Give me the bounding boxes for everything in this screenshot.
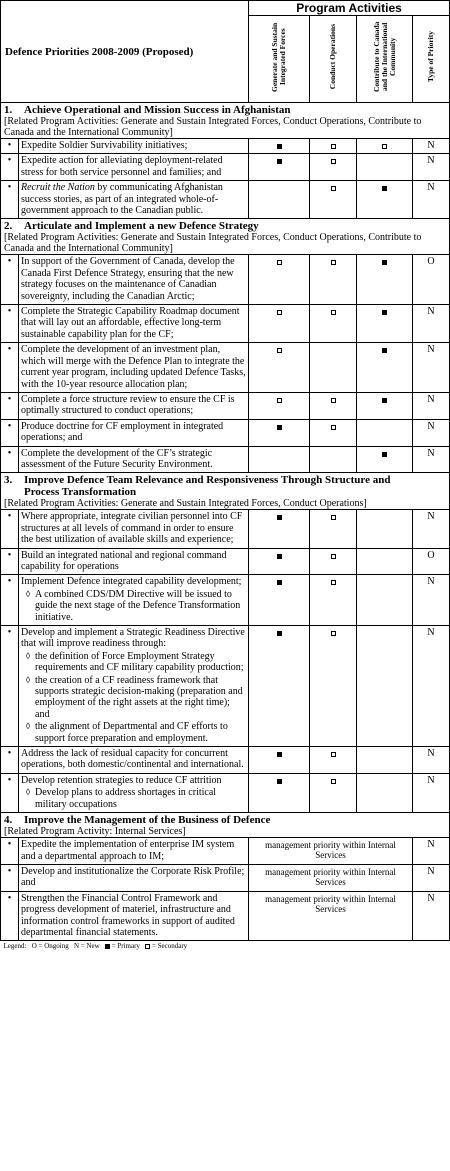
bullet: • — [1, 626, 19, 747]
table-row — [1, 548, 450, 575]
bullet: • — [1, 305, 19, 343]
priority-description: Complete the development of an investment plan, which will merge with the Defence Plan to integrate the current year program, including updated Defence Tasks, with the 10-year resource allocation plan; — [21, 344, 246, 390]
activity-mark-cell — [310, 305, 357, 343]
activity-mark-cell — [357, 510, 413, 548]
section-number: 4. — [4, 814, 13, 827]
priority-type: N — [413, 575, 450, 626]
priority-text — [19, 154, 249, 181]
priority-type: O — [413, 255, 450, 305]
primary-marker-icon — [277, 554, 282, 559]
primary-marker-icon — [277, 631, 282, 636]
secondary-marker-icon — [331, 554, 336, 559]
bullet: • — [1, 446, 19, 473]
priority-type: N — [413, 181, 450, 219]
management-priority: management priority within Internal Services — [249, 864, 413, 891]
priority-description: Develop and institutionalize the Corporate Risk Profile; and — [21, 865, 245, 889]
priority-type: N — [413, 626, 450, 747]
diamond-icon: ◊ — [25, 721, 31, 732]
management-priority: management priority within Internal Services — [249, 891, 413, 941]
section-number: 2. — [4, 220, 13, 233]
priority-type: N — [413, 392, 450, 419]
activity-mark-cell — [357, 419, 413, 446]
sub-item — [21, 721, 246, 744]
primary-marker-icon — [382, 310, 387, 315]
bullet: • — [1, 154, 19, 181]
secondary-marker-icon — [331, 144, 336, 149]
priority-description: Produce doctrine for CF employment in integrated operations; and — [21, 420, 224, 444]
bullet: • — [1, 864, 19, 891]
bullet: • — [1, 838, 19, 865]
section-heading — [1, 103, 450, 139]
activity-mark-cell — [357, 773, 413, 812]
activity-mark-cell — [310, 575, 357, 626]
activity-mark-cell — [249, 154, 310, 181]
primary-marker-icon — [382, 348, 387, 353]
priority-type: N — [413, 838, 450, 865]
related-activities: [Related Program Activities: Generate and Sustain Integrated Forces, Conduct Operations] — [4, 498, 367, 510]
secondary-marker-icon — [331, 580, 336, 585]
priority-description: Develop retention strategies to reduce CF attrition — [21, 774, 222, 786]
priority-text — [19, 419, 249, 446]
secondary-marker-icon — [331, 631, 336, 636]
related-activities: [Related Program Activities: Generate and Sustain Integrated Forces, Conduct Operations, Contribute to Canada and the International Community] — [4, 116, 422, 138]
activity-mark-cell — [310, 154, 357, 181]
activity-mark-cell — [310, 510, 357, 548]
bullet: • — [1, 139, 19, 154]
sub-item-text: the creation of a CF readiness framework that supports strategic decision-making (preparation and employment of the right assets at the right time); and — [35, 674, 243, 720]
sub-item-text: A combined CDS/DM Directive will be issued to guide the next stage of the Defence Transformation initiative. — [35, 588, 241, 623]
priority-type: N — [413, 343, 450, 393]
priority-description: Expedite action for alleviating deployment-related stress for both service personnel and families; and — [21, 155, 223, 178]
priority-text — [19, 838, 249, 865]
activity-mark-cell — [249, 446, 310, 473]
bullet: • — [1, 392, 19, 419]
priority-text — [19, 510, 249, 548]
activity-mark-cell — [310, 773, 357, 812]
italic-phrase: Recruit the Nation — [21, 182, 95, 194]
activity-mark-cell — [357, 747, 413, 774]
table-row — [1, 838, 450, 865]
secondary-marker-icon — [331, 398, 336, 403]
priority-description: Develop and implement a Strategic Readiness Directive that will improve readiness through: — [21, 627, 245, 650]
bullet: • — [1, 575, 19, 626]
activity-mark-cell — [357, 343, 413, 393]
secondary-marker-icon — [145, 944, 150, 949]
activity-mark-cell — [357, 446, 413, 473]
priority-text — [19, 864, 249, 891]
bullet: • — [1, 891, 19, 941]
priorities-title: Defence Priorities 2008-2009 (Proposed) — [1, 1, 249, 103]
activity-mark-cell — [249, 626, 310, 747]
priority-type: N — [413, 864, 450, 891]
priority-type: O — [413, 548, 450, 575]
activity-mark-cell — [310, 419, 357, 446]
activity-mark-cell — [310, 548, 357, 575]
priority-text — [19, 446, 249, 473]
legend: Legend: O = Ongoing N = New = Primary = Secondary — [3, 942, 188, 951]
bullet: • — [1, 747, 19, 774]
sub-item — [21, 651, 246, 674]
diamond-icon: ◊ — [25, 650, 31, 661]
diamond-icon: ◊ — [25, 787, 31, 798]
section-heading — [1, 219, 450, 255]
sub-item-text: the definition of Force Employment Strategy requirements and CF military capability production; — [35, 650, 244, 674]
table-row — [1, 446, 450, 473]
bullet: • — [1, 181, 19, 219]
secondary-marker-icon — [382, 144, 387, 149]
activity-mark-cell — [249, 392, 310, 419]
table-row — [1, 510, 450, 548]
priority-description: by communicating Afghanistan success stories, as part of an integrated whole-of-government approach to the Canadian public. — [21, 182, 223, 217]
activity-mark-cell — [310, 139, 357, 154]
primary-marker-icon — [382, 186, 387, 191]
priority-description: Where appropriate, integrate civilian personnel into CF structures at all levels of command in order to ensure the best utilization of available skills and experience; — [21, 511, 243, 546]
secondary-marker-icon — [277, 398, 282, 403]
table-row — [1, 392, 450, 419]
priority-text — [19, 891, 249, 941]
activity-mark-cell — [357, 392, 413, 419]
priority-text — [19, 773, 249, 812]
secondary-marker-icon — [277, 310, 282, 315]
activity-mark-cell — [357, 626, 413, 747]
primary-marker-icon — [105, 944, 110, 949]
table-row — [1, 343, 450, 393]
primary-marker-icon — [277, 752, 282, 757]
primary-marker-icon — [277, 779, 282, 784]
diamond-icon: ◊ — [25, 588, 31, 599]
secondary-marker-icon — [277, 260, 282, 265]
table-row — [1, 747, 450, 774]
priority-description: Strengthen the Financial Control Framework and progress development of materiel, infrastructure and information control frameworks in support of audited departmental financial statements. — [21, 892, 235, 938]
section-title: Improve the Management of the Business of Defence — [24, 814, 271, 827]
bullet: • — [1, 419, 19, 446]
priority-type: N — [413, 154, 450, 181]
activity-mark-cell — [249, 773, 310, 812]
primary-marker-icon — [382, 398, 387, 403]
table-row — [1, 891, 450, 941]
management-priority: management priority within Internal Services — [249, 838, 413, 865]
priority-type: N — [413, 139, 450, 154]
primary-marker-icon — [382, 452, 387, 457]
activity-mark-cell — [249, 747, 310, 774]
priority-text — [19, 392, 249, 419]
table-row — [1, 864, 450, 891]
sub-item — [21, 675, 246, 721]
priority-text — [19, 305, 249, 343]
priority-type: N — [413, 419, 450, 446]
secondary-marker-icon — [331, 515, 336, 520]
priority-type: N — [413, 305, 450, 343]
priority-text — [19, 343, 249, 393]
related-activities: [Related Program Activity: Internal Services] — [4, 826, 186, 838]
secondary-marker-icon — [331, 752, 336, 757]
bullet: • — [1, 548, 19, 575]
priority-description: Implement Defence integrated capability development; — [21, 576, 242, 588]
bullet: • — [1, 255, 19, 305]
sub-item — [21, 589, 246, 623]
related-activities: [Related Program Activities: Generate and Sustain Integrated Forces, Conduct Operations, Contribute to Canada and the International Community] — [4, 232, 422, 255]
activity-mark-cell — [310, 626, 357, 747]
priority-type: N — [413, 773, 450, 812]
table-row — [1, 626, 450, 747]
priority-type: N — [413, 891, 450, 941]
sub-item — [21, 787, 246, 810]
col-type-of-priority: Type of Priority — [413, 16, 450, 103]
activity-mark-cell — [357, 181, 413, 219]
activity-mark-cell — [357, 305, 413, 343]
section-number: 1. — [4, 104, 13, 116]
table-row — [1, 139, 450, 154]
table-row — [1, 575, 450, 626]
activity-mark-cell — [249, 139, 310, 154]
table-row — [1, 419, 450, 446]
activity-mark-cell — [249, 548, 310, 575]
activity-mark-cell — [310, 181, 357, 219]
primary-marker-icon — [277, 515, 282, 520]
activity-mark-cell — [249, 305, 310, 343]
bullet: • — [1, 343, 19, 393]
table-row — [1, 773, 450, 812]
priority-text — [19, 575, 249, 626]
activity-mark-cell — [310, 446, 357, 473]
table-row — [1, 181, 450, 219]
priority-description: Expedite Soldier Survivability initiatives; — [21, 140, 188, 151]
secondary-marker-icon — [331, 186, 336, 191]
priority-description: Complete a force structure review to ensure the CF is optimally structured to conduct operations; — [21, 393, 235, 417]
primary-marker-icon — [277, 144, 282, 149]
activity-mark-cell — [249, 419, 310, 446]
activity-mark-cell — [357, 154, 413, 181]
section-heading — [1, 473, 450, 510]
priority-text — [19, 139, 249, 154]
activity-mark-cell — [310, 343, 357, 393]
secondary-marker-icon — [277, 348, 282, 353]
sub-item-text: the alignment of Departmental and CF efforts to support force preparation and employment. — [35, 721, 228, 744]
activity-mark-cell — [357, 548, 413, 575]
primary-marker-icon — [277, 425, 282, 430]
activity-mark-cell — [310, 747, 357, 774]
col-generate-sustain: Generate and Sustain Integrated Forces — [249, 16, 310, 103]
priority-description: Address the lack of residual capacity for concurrent operations, both domestic/continental and international. — [21, 748, 244, 771]
table-row — [1, 305, 450, 343]
priority-type: N — [413, 747, 450, 774]
activity-mark-cell — [249, 510, 310, 548]
sub-item-text: Develop plans to address shortages in critical military occupations — [35, 787, 217, 810]
priority-description: Expedite the implementation of enterprise IM system and a departmental approach to IM; — [21, 839, 235, 862]
priority-type: N — [413, 446, 450, 473]
section-title: Improve Defence Team Relevance and Responsiveness Through Structure and — [24, 474, 391, 487]
col-conduct-operations: Conduct Operations — [310, 16, 357, 103]
activity-mark-cell — [357, 139, 413, 154]
secondary-marker-icon — [331, 779, 336, 784]
priority-text — [19, 255, 249, 305]
priority-text — [19, 747, 249, 774]
bullet: • — [1, 510, 19, 548]
secondary-marker-icon — [331, 260, 336, 265]
table-row — [1, 154, 450, 181]
priority-text — [19, 548, 249, 575]
activity-mark-cell — [357, 575, 413, 626]
priority-description: Build an integrated national and regional command capability for operations — [21, 549, 227, 572]
section-heading — [1, 813, 450, 838]
activity-mark-cell — [310, 392, 357, 419]
priority-text — [19, 181, 249, 219]
priority-description: Complete the Strategic Capability Roadmap document that will lay out an affordable, effective long-term sustainable capability plan for the CF; — [21, 306, 240, 340]
program-activities-header: Program Activities — [249, 1, 450, 16]
priority-type: N — [413, 510, 450, 548]
section-title: Achieve Operational and Mission Success in Afghanistan — [24, 104, 291, 116]
diamond-icon: ◊ — [25, 674, 31, 685]
activity-mark-cell — [249, 181, 310, 219]
table-row — [1, 255, 450, 305]
activity-mark-cell — [249, 575, 310, 626]
priority-description: In support of the Government of Canada, develop the Canada First Defence Strategy, ensuring that the new strategy focuses on the maintenance of Canadian sovereignty, including the Canadian Arctic; — [21, 256, 235, 302]
activity-mark-cell — [249, 343, 310, 393]
section-title-cont: Process Transformation — [24, 486, 137, 499]
priority-description: Complete the development of the CF’s strategic assessment of the Future Security Environment. — [21, 447, 213, 470]
priority-text — [19, 626, 249, 747]
bullet: • — [1, 773, 19, 812]
section-title: Articulate and Implement a new Defence Strategy — [24, 220, 259, 233]
col-contribute-canada: Contribute to Canada and the International Community — [357, 16, 413, 103]
activity-mark-cell — [249, 255, 310, 305]
primary-marker-icon — [382, 260, 387, 265]
secondary-marker-icon — [331, 159, 336, 164]
secondary-marker-icon — [331, 310, 336, 315]
activity-mark-cell — [357, 255, 413, 305]
section-number: 3. — [4, 474, 13, 487]
primary-marker-icon — [277, 580, 282, 585]
activity-mark-cell — [310, 255, 357, 305]
secondary-marker-icon — [331, 425, 336, 430]
primary-marker-icon — [277, 159, 282, 164]
